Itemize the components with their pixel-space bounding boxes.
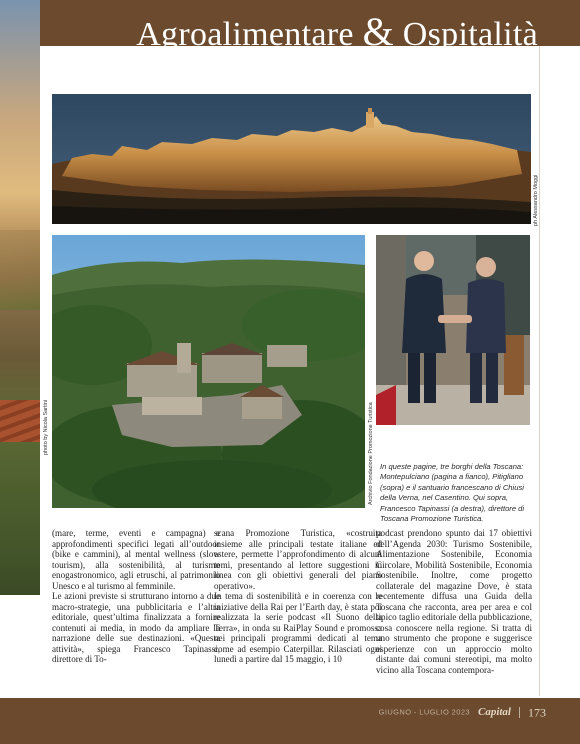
column-2-paragraph: In tema di sostenibilità e in coerenza con le iniziative della Rai per l’Earth day, è stata poi realizzata la serie podcast «Il Suono della Terra», in onda su RaiPlay Sound e promossa nei principali programmi dedicati al tema come ad esempio Caterpillar. Rilasciati ogni lunedì a partire dal 15 maggio, i 10	[214, 591, 382, 664]
section-title-part2: Ospitalità	[402, 16, 538, 53]
article-column-2	[214, 528, 382, 665]
facing-page-field	[0, 230, 40, 310]
la-verna-aerial-photo	[52, 235, 365, 508]
column-3-paragraph: podcast prendono spunto dai 17 obiettivi dell’Agenda 2030: Turismo Sostenibile, Alimentazione Sostenibile, Economia Circolare, Mobilità Sostenibile, Economia Sostenibile. Inoltre, come progetto collaterale del magazine Dove, è stata recentemente diffusa una Guida della Toscana che racconta, area per area e col tipico taglio editoriale della pubblicazione, cosa conoscere nella regione. Si tratta di uno strumento che propone e suggerisce esperienze con un approccio molto distante dai comuni stereotipi, ma molto vicino alla Toscana contempora-	[376, 528, 532, 675]
tapinassi-handshake-photo	[376, 235, 530, 425]
column-1-paragraph: Le azioni previste si strutturano intorno a due macro-strategie, una pubblicitaria e l’altra editoriale, quest’ultima finalizzata a fornire contenuti ai media, in modo da ampliare la narrazione delle sue destinazioni. «Questa attività», spiega Francesco Tapinassi, direttore di To-	[52, 591, 220, 664]
article-column-1	[52, 528, 220, 665]
facing-page-photo-strip	[0, 0, 40, 744]
facing-page-roof	[0, 400, 40, 442]
aerial-photo-credit: photo by Nicola Sartini	[43, 399, 49, 455]
article-column-3	[376, 528, 532, 675]
footer-info	[379, 705, 546, 719]
issue-date: GIUGNO - LUGLIO 2023	[378, 707, 470, 717]
top-photo-credit: ph Alessandro Moggi	[533, 174, 539, 226]
section-title	[136, 9, 538, 54]
section-title-ampersand: &	[362, 9, 394, 54]
column-2-paragraph: scana Promozione Turistica, «costruita insieme alle principali testate italiane ed estere, permette l’approfondimento di alcuni temi, presentando al lettore suggestioni in linea con gli obiettivi generali del piano operativo».	[214, 528, 382, 591]
photo-caption: In queste pagine, tre borghi della Toscana: Montepulciano (pagina a fianco), Pitigliano (sopra) e il santuario francescano di Chiusi della Verna, nel Casentino. Qui sopra, Francesco Tapinassi (a destra), direttore di Toscana Promozione Turistica.	[380, 462, 525, 524]
page-edge-rule	[539, 46, 540, 696]
column-1-paragraph: (mare, terme, eventi e campagna) e approfondimenti specifici legati all’outdoor (bike e cammini), al mental wellness (slow tourism), alla sostenibilità, al turismo enogastronomico, agli etruschi, al patrimonio Unesco e al turismo al femminile.	[52, 528, 220, 591]
pitigliano-night-photo	[52, 94, 531, 224]
footer-separator	[519, 707, 520, 718]
section-title-part1: Agroalimentare	[136, 16, 354, 53]
magazine-logo: Capital	[477, 706, 511, 719]
page-number: 173	[528, 705, 546, 720]
handshake-photo-credit: Archivio Fondazione Promozione Turistica	[368, 402, 374, 505]
